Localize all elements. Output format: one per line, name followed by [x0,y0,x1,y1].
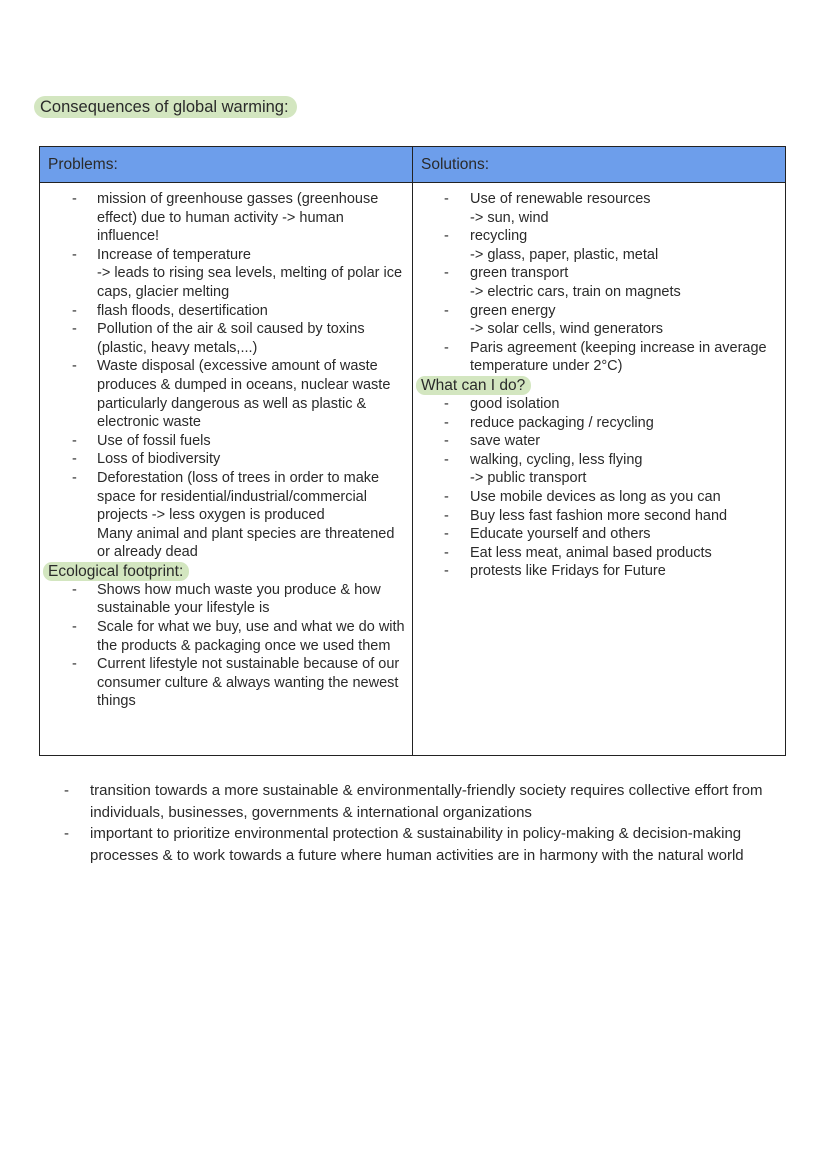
list-item-text: mission of greenhouse gasses (greenhouse effect) due to human activity -> human influence! [97,191,379,245]
problems-list [40,190,412,562]
solutions-list [413,190,785,376]
list-item-text: recycling [470,228,528,245]
ecological-footprint-heading: Ecological footprint: [43,562,189,581]
bullet-dash: - [72,581,77,598]
list-item-continuation: -> glass, paper, plastic, metal [470,246,659,263]
bullet-dash: - [444,339,449,356]
list-item [413,339,785,376]
list-item-text: save water [470,433,541,450]
list-item [413,488,785,507]
bullet-dash: - [64,782,69,799]
bullet-dash: - [72,619,77,636]
list-item-text: green transport [470,265,569,282]
summary-list [62,780,802,866]
list-item [413,395,785,414]
bullet-dash: - [444,395,449,412]
list-item-text: protests like Fridays for Future [470,563,666,580]
list-item [413,190,785,227]
list-item [413,302,785,339]
bullet-dash: - [444,228,449,245]
list-item-text: Shows how much waste you produce & how sustainable your lifestyle is [97,581,381,617]
bullet-dash: - [444,265,449,282]
list-item [40,320,412,357]
bullet-dash: - [72,656,77,673]
list-item-text: good isolation [470,395,560,412]
list-item [40,655,412,711]
list-item [40,357,412,431]
list-item-text: Eat less meat, animal based products [470,544,712,561]
summary-item [62,780,802,823]
bullet-dash: - [444,191,449,207]
consequences-table [39,146,786,756]
list-item [40,302,412,321]
bullet-dash: - [444,433,449,450]
list-item-text: Current lifestyle not sustainable because of our consumer culture & always wanting the newest things [97,656,400,710]
bullet-dash: - [72,302,77,319]
list-item-text: Pollution of the air & soil caused by toxins (plastic, heavy metals,...) [97,321,365,356]
solutions-cell [413,183,785,755]
list-item-text: Scale for what we buy, use and what we do with the products & packaging once we used them [97,619,405,654]
list-item-text: Increase of temperature [97,246,251,263]
list-item [413,544,785,563]
footprint-list [40,581,412,711]
summary-text: important to prioritize environmental protection & sustainability in policy-making & decision-making processes & to work towards a future where human activities are in harmony with the natural world [90,825,744,864]
bullet-dash: - [444,526,449,543]
page-title: Consequences of global warming: [34,96,297,118]
bullet-dash: - [444,414,449,431]
bullet-dash: - [72,191,77,207]
list-item-text: Buy less fast fashion more second hand [470,507,728,524]
list-item-text: reduce packaging / recycling [470,414,654,431]
list-item [413,525,785,544]
list-item-continuation: -> electric cars, train on magnets [470,283,681,300]
list-item-text: Use mobile devices as long as you can [470,488,721,505]
summary-text: transition towards a more sustainable & environmentally-friendly society requires collective effort from individuals, businesses, governments & international organizations [90,782,763,821]
list-item [413,414,785,433]
bullet-dash: - [444,488,449,505]
list-item-text: Educate yourself and others [470,526,651,543]
bullet-dash: - [64,825,69,842]
problems-cell [40,183,413,755]
todo-list [413,395,785,581]
list-item [40,469,412,562]
list-item [413,227,785,264]
list-item [40,618,412,655]
list-item [40,450,412,469]
list-item [40,581,412,618]
list-item-continuation: Many animal and plant species are threatened or already dead [97,525,395,561]
bullet-dash: - [72,358,77,375]
list-item-text: Use of renewable resources [470,191,651,207]
list-item-continuation: -> leads to rising sea levels, melting of polar ice caps, glacier melting [97,265,403,300]
list-item [40,246,412,302]
problems-header: Problems: [40,147,413,183]
list-item-continuation: -> public transport [470,470,587,487]
list-item [413,562,785,581]
list-item-continuation: -> sun, wind [470,209,549,226]
list-item-text: Paris agreement (keeping increase in average temperature under 2°C) [470,339,767,375]
summary-item [62,823,802,866]
list-item-text: Use of fossil fuels [97,432,211,449]
list-item-text: Loss of biodiversity [97,451,221,468]
list-item [413,451,785,488]
bullet-dash: - [72,469,77,486]
list-item [413,264,785,301]
bullet-dash: - [444,563,449,580]
bullet-dash: - [72,246,77,263]
list-item [40,190,412,246]
bullet-dash: - [72,432,77,449]
bullet-dash: - [444,507,449,524]
what-can-i-do-heading: What can I do? [416,376,531,395]
list-item-text: Waste disposal (excessive amount of waste produces & dumped in oceans, nuclear waste particularly dangerous as well as plastic & electronic waste [97,358,391,431]
list-item-text: flash floods, desertification [97,302,268,319]
bullet-dash: - [72,321,77,338]
bullet-dash: - [72,451,77,468]
bullet-dash: - [444,544,449,561]
bullet-dash: - [444,451,449,468]
list-item [413,432,785,451]
list-item [413,507,785,526]
list-item-text: green energy [470,302,556,319]
solutions-header: Solutions: [413,147,785,183]
list-item-text: Deforestation (loss of trees in order to make space for residential/industrial/commercial projects -> less oxygen is produced [97,469,380,524]
bullet-dash: - [444,302,449,319]
list-item-text: walking, cycling, less flying [470,451,643,468]
list-item [40,432,412,451]
list-item-continuation: -> solar cells, wind generators [470,321,664,338]
